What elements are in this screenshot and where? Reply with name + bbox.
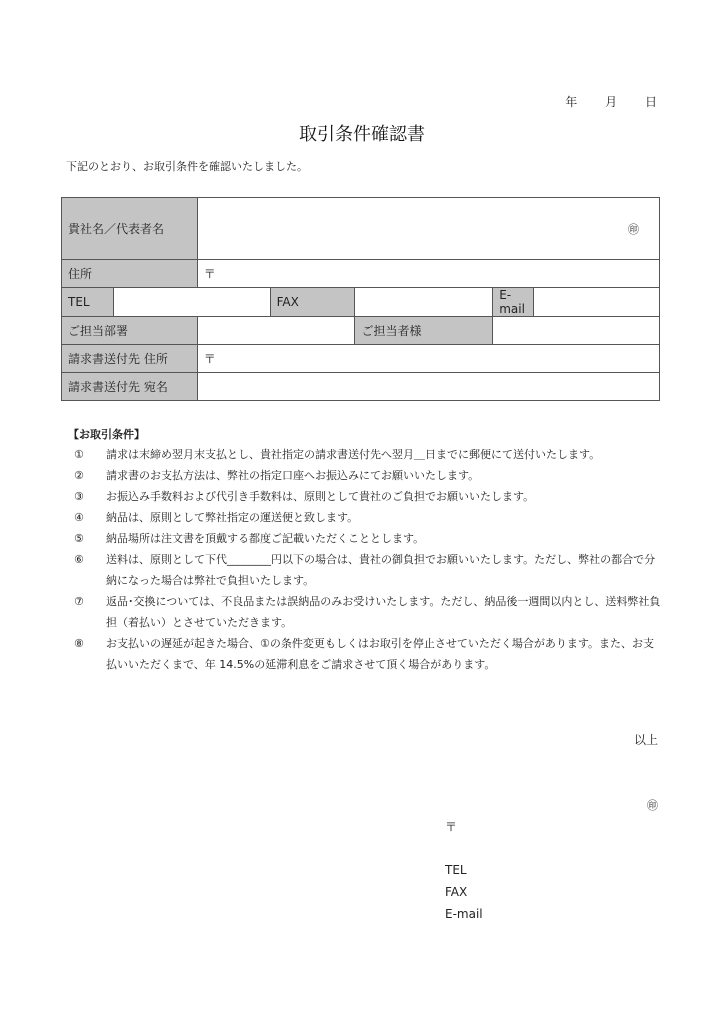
term-number: ⑤ — [74, 532, 84, 545]
term-item — [68, 507, 662, 528]
sender-fax-label: FAX — [445, 885, 468, 899]
closing-text: 以上 — [633, 733, 658, 747]
fax-field[interactable] — [355, 288, 493, 317]
intro-text: 下記のとおり、お取引条件を確認いたしました。 — [66, 160, 308, 173]
person-field[interactable] — [493, 317, 660, 345]
seal-mark: ㊞ — [628, 222, 639, 236]
term-text: お支払いの遅延が起きた場合、①の条件変更もしくはお取引を停止させていただく場合があります。また、お支払いいただくまで、年 14.5%の延滞利息をご請求させて頂く場合があります。 — [106, 637, 654, 671]
sender-postal-mark: 〒 — [445, 820, 458, 834]
date-month: 月 — [605, 95, 619, 109]
invoice-name-label: 請求書送付先 宛名 — [62, 373, 198, 401]
tel-field[interactable] — [113, 288, 270, 317]
postal-mark: 〒 — [203, 267, 216, 281]
date-line — [553, 93, 658, 110]
term-item — [68, 528, 662, 549]
contact-person-row — [62, 317, 660, 345]
address-label: 住所 — [62, 260, 198, 288]
company-field[interactable] — [197, 198, 659, 260]
address-row — [62, 260, 660, 288]
term-text: 送料は、原則として下代________円以下の場合は、貴社の御負担でお願いいたします。ただし、弊社の都合で分納になった場合は弊社で負担いたします。 — [106, 553, 656, 587]
term-number: ⑥ — [74, 553, 84, 566]
term-text: 納品場所は注文書を頂戴する都度ご記載いただくこととします。 — [106, 532, 425, 545]
term-text: お振込み手数料および代引き手数料は、原則として貴社のご負担でお願いいたします。 — [106, 490, 535, 503]
term-number: ⑦ — [74, 595, 84, 608]
term-number: ③ — [74, 490, 84, 503]
invoice-address-label: 請求書送付先 住所 — [62, 345, 198, 373]
invoice-name-field[interactable] — [197, 373, 659, 401]
company-label: 貴社名／代表者名 — [62, 198, 198, 260]
term-number: ④ — [74, 511, 84, 524]
term-item — [68, 486, 662, 507]
term-item — [68, 591, 662, 633]
invoice-name-row — [62, 373, 660, 401]
document-title: 取引条件確認書 — [299, 124, 425, 145]
term-item — [68, 465, 662, 486]
company-row — [62, 198, 660, 260]
date-year: 年 — [565, 95, 579, 109]
sender-seal-mark: ㊞ — [647, 799, 658, 812]
terms-title: 【お取引条件】 — [68, 428, 145, 441]
email-field[interactable] — [534, 288, 660, 317]
term-number: ① — [74, 448, 84, 461]
term-text: 請求書のお支払方法は、弊社の指定口座へお振込みにてお願いいたします。 — [106, 469, 480, 482]
sender-tel-label: TEL — [445, 863, 467, 877]
invoice-address-row — [62, 345, 660, 373]
term-item — [68, 444, 662, 465]
term-text: 請求は末締め翌月末支払とし、貴社指定の請求書送付先へ翌月＿日までに郵便にて送付いたします。 — [106, 448, 601, 461]
tel-label: TEL — [62, 288, 114, 317]
term-text: 納品は、原則として弊社指定の運送便と致します。 — [106, 511, 359, 524]
term-number: ⑧ — [74, 637, 84, 650]
term-text: 返品･交換については、不良品または誤納品のみお受けいたします。ただし、納品後一週間以内とし、送料弊社負担（着払い）とさせていただきます。 — [106, 595, 661, 629]
dept-label: ご担当部署 — [62, 317, 198, 345]
address-field[interactable] — [197, 260, 659, 288]
dept-field[interactable] — [197, 317, 355, 345]
terms-list — [68, 444, 662, 675]
term-item — [68, 633, 662, 675]
info-table — [61, 197, 660, 401]
term-number: ② — [74, 469, 84, 482]
contact-row — [62, 288, 660, 317]
sender-email-label: E-mail — [445, 907, 483, 921]
fax-label: FAX — [270, 288, 355, 317]
email-label: E-mail — [493, 288, 534, 317]
term-item — [68, 549, 662, 591]
date-day: 日 — [644, 95, 658, 109]
invoice-address-field[interactable] — [197, 345, 659, 373]
postal-mark: 〒 — [203, 352, 216, 366]
person-label: ご担当者様 — [355, 317, 493, 345]
